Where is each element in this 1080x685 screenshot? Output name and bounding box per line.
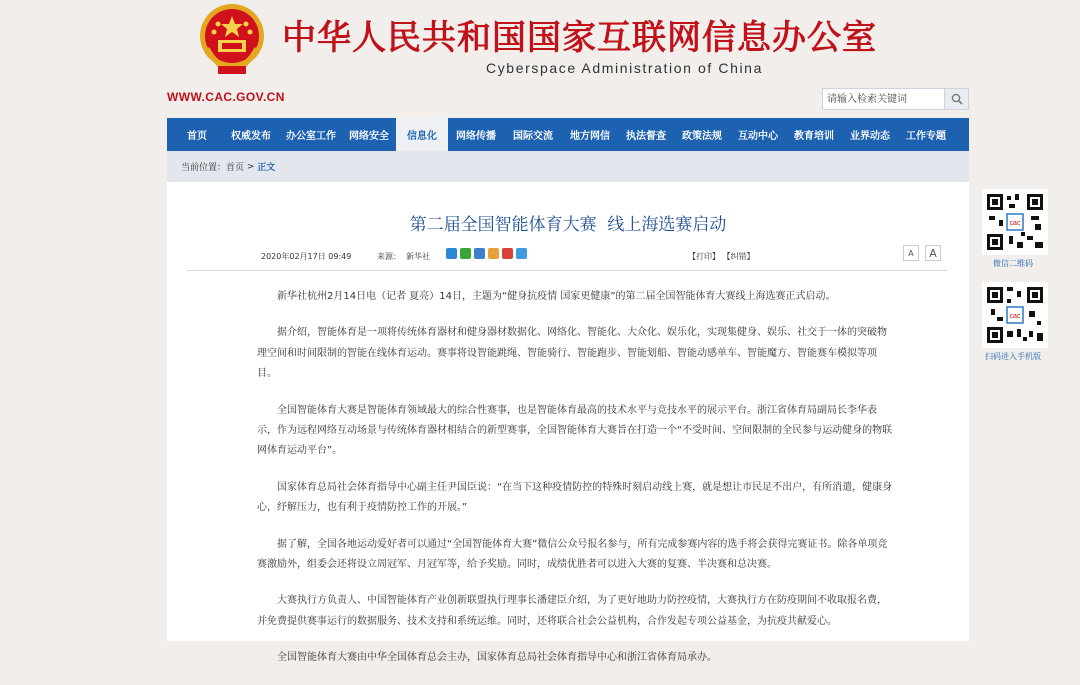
main-nav	[167, 118, 969, 151]
nav-item-topics[interactable]: 工作专题	[906, 131, 946, 142]
correct-link[interactable]: 【纠错】	[722, 252, 755, 261]
nav-item-home[interactable]: 首页	[187, 131, 207, 142]
nav-item-network-security[interactable]: 网络安全	[349, 131, 389, 142]
svg-text:cac: cac	[1009, 313, 1021, 320]
site-header	[0, 0, 1080, 118]
divider	[187, 270, 947, 271]
article-paragraph: 据介绍，智能体育是一项将传统体育器材和健身器材数据化、网络化、智能化、大众化、娱乐化，实现集健身、娱乐、社交于一体的突破物理空间和时间限制的智能在线体育运动。赛事将设智能跳绳、智能骑行、智能跑步、智能划船、智能动感单车、智能魔方、智能赛车模拟等项目。	[257, 327, 887, 380]
search-box	[822, 88, 969, 110]
search-icon	[951, 93, 963, 105]
wechat-qr-code	[982, 189, 1048, 255]
share-renren-icon[interactable]	[516, 248, 527, 259]
article-paragraph: 据了解，全国各地运动爱好者可以通过“全国智能体育大赛”微信公众号报名参与，所有完成参赛内容的选手将会获得完赛证书。除各单项竞赛激励外，组委会还将设立周冠军、月冠军等，给予奖励。同时，成绩优胜者可以进入大赛的复赛、半决赛和总决赛。	[257, 538, 888, 571]
breadcrumb	[167, 151, 969, 182]
nav-item-international[interactable]: 国际交流	[513, 131, 553, 142]
site-url[interactable]: WWW.CAC.GOV.CN	[167, 90, 285, 104]
svg-text:cac: cac	[1009, 220, 1021, 227]
article-paragraph: 全国智能体育大赛是智能体育领域最大的综合性赛事，也是智能体育最高的技术水平与竞技水平的展示平台。浙江省体育局副局长李华表示，作为远程网络互动场景与传统体育器材相结合的新型赛事，全国智能体育大赛旨在打造一个“不受时间、空间限制的全民参与运动健身的物联网体育运动平台”。	[257, 404, 893, 457]
nav-item-training[interactable]: 教育培训	[794, 131, 834, 142]
site-title: 中华人民共和国国家互联网信息办公室	[282, 18, 877, 58]
nav-item-office-work[interactable]: 办公室工作	[286, 131, 336, 142]
breadcrumb-home-link[interactable]: 首页	[226, 163, 245, 173]
share-more-icon[interactable]	[446, 248, 457, 259]
breadcrumb-prefix: 当前位置：	[181, 163, 227, 173]
share-icons	[446, 248, 527, 259]
search-button[interactable]	[944, 89, 968, 109]
share-wechat-icon[interactable]	[460, 248, 471, 259]
article-paragraph: 国家体育总局社会体育指导中心副主任尹国臣说：“在当下这种疫情防控的特殊时刻启动线上赛，就是想让市民足不出户，有所消遣，健康身心，纾解压力，也有利于疫情防控工作的开展。”	[257, 481, 893, 514]
nav-item-network-communication[interactable]: 网络传播	[456, 131, 496, 142]
article-paragraph: 新华社杭州2月14日电（记者 夏亮）14日，主题为“健身抗疫情 国家更健康”的第二届全国智能体育大赛线上海选赛正式启动。	[277, 291, 836, 302]
font-smaller-button[interactable]: A	[903, 245, 919, 261]
nav-item-interaction[interactable]: 互动中心	[738, 131, 778, 142]
article-datetime: 2020年02月17日 09:49	[261, 252, 352, 261]
breadcrumb-current: 正文	[257, 163, 276, 173]
nav-item-enforcement[interactable]: 执法督查	[626, 131, 666, 142]
article-body	[257, 287, 894, 685]
site-subtitle: Cyberspace Administration of China	[486, 60, 763, 76]
content-panel	[167, 151, 969, 664]
mobile-qr-caption: 扫码进入手机版	[985, 352, 1041, 361]
national-emblem-icon	[196, 2, 268, 80]
nav-item-local[interactable]: 地方网信	[570, 131, 610, 142]
article-tools	[688, 251, 755, 262]
article-paragraph: 大赛执行方负责人、中国智能体育产业创新联盟执行理事长潘建臣介绍，为了更好地助力防控疫情，大赛执行方在防疫期间不收取报名费，并免费提供赛事运行的数据服务、技术支持和系统运维。同时，还将联合社会公益机构，合作发起专项公益基金，为抗疫共献爱心。	[257, 595, 887, 627]
article-source: 来源： 新华社	[377, 252, 431, 261]
wechat-qr-caption: 微信二维码	[993, 259, 1033, 268]
breadcrumb-separator: >	[244, 161, 258, 172]
share-weibo-icon[interactable]	[502, 248, 513, 259]
nav-item-industry[interactable]: 业界动态	[850, 131, 890, 142]
font-larger-button[interactable]: A	[925, 245, 941, 261]
print-link[interactable]: 【打印】	[688, 252, 720, 261]
article-paragraph: 全国智能体育大赛由中华全国体育总会主办，国家体育总局社会体育指导中心和浙江省体育局承办。	[277, 652, 717, 664]
nav-item-policy[interactable]: 政策法规	[682, 131, 722, 142]
qr-code-icon	[985, 285, 1045, 345]
mobile-qr-code	[982, 282, 1048, 348]
article-title: 第二届全国智能体育大赛 线上海选赛启动	[409, 215, 727, 235]
share-qzone-icon[interactable]	[474, 248, 485, 259]
share-favorite-icon[interactable]	[488, 248, 499, 259]
qr-code-icon	[985, 192, 1045, 252]
search-input[interactable]	[823, 89, 945, 109]
nav-item-releases[interactable]: 权威发布	[231, 131, 271, 142]
nav-item-informatization[interactable]: 信息化	[396, 118, 448, 151]
